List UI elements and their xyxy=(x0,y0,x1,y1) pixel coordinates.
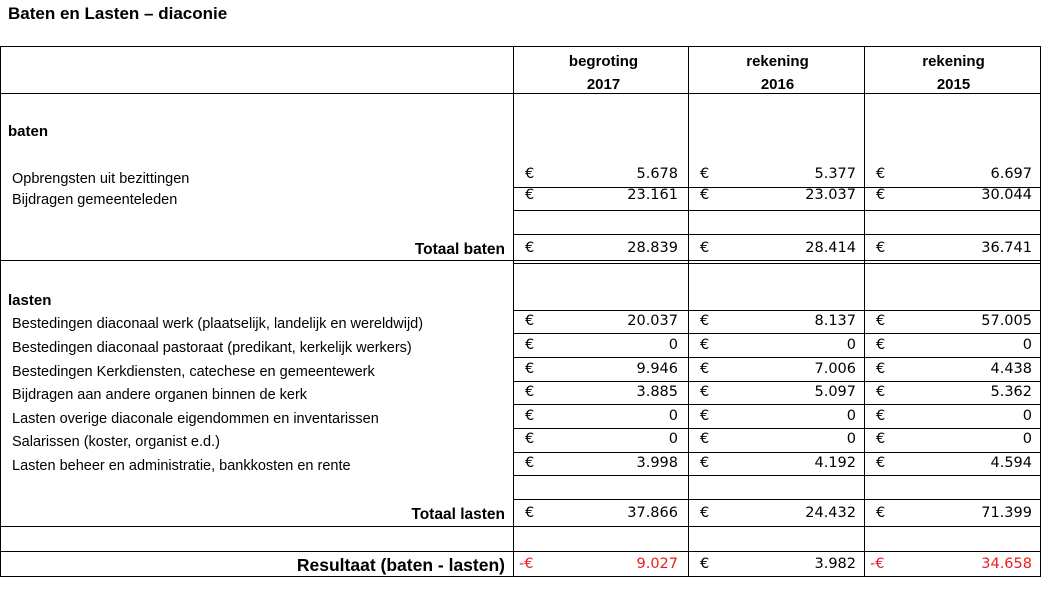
amount-value: 34.658 xyxy=(981,556,1032,572)
currency-symbol: € xyxy=(525,455,535,471)
currency-symbol: € xyxy=(525,187,535,203)
currency-symbol: € xyxy=(700,408,710,424)
currency-symbol: € xyxy=(525,313,535,329)
amount-value: 23.161 xyxy=(627,187,678,203)
column-header-line2: 2017 xyxy=(586,76,621,93)
currency-symbol: -€ xyxy=(870,556,885,572)
currency-symbol: € xyxy=(876,384,886,400)
column-header-rekening-2015 xyxy=(866,54,1041,92)
amount-value: 5.097 xyxy=(814,384,856,400)
currency-symbol: € xyxy=(700,384,710,400)
currency-symbol: € xyxy=(525,431,535,447)
column-header-line1: rekening xyxy=(922,53,985,70)
amount-value: 30.044 xyxy=(981,187,1032,203)
currency-symbol: € xyxy=(876,505,886,521)
section-heading-lasten: lasten xyxy=(8,292,52,309)
amount-value: 4.594 xyxy=(990,455,1032,471)
amount-value: 9.946 xyxy=(636,361,678,377)
currency-symbol: € xyxy=(700,187,710,203)
currency-symbol: € xyxy=(700,240,710,256)
amount-value: 0 xyxy=(1022,408,1032,424)
currency-symbol: € xyxy=(525,361,535,377)
row-label: Bijdragen aan andere organen binnen de kerk xyxy=(12,387,308,403)
currency-symbol: € xyxy=(700,166,710,182)
amount-value: 0 xyxy=(1022,337,1032,353)
currency-symbol: € xyxy=(700,455,710,471)
amount-value: 5.362 xyxy=(990,384,1032,400)
currency-symbol: € xyxy=(700,431,710,447)
currency-symbol: € xyxy=(876,455,886,471)
currency-symbol: € xyxy=(876,313,886,329)
row-label: Lasten beheer en administratie, bankkosten en rente xyxy=(12,458,351,474)
amount-value: 23.037 xyxy=(805,187,856,203)
amount-value: 71.399 xyxy=(981,505,1032,521)
currency-symbol: € xyxy=(876,187,886,203)
currency-symbol: € xyxy=(876,166,886,182)
amount-value: 5.678 xyxy=(636,166,678,182)
amount-value: 4.192 xyxy=(814,455,856,471)
row-label: Bestedingen diaconaal werk (plaatselijk, landelijk en wereldwijd) xyxy=(12,316,424,332)
section-heading-baten: baten xyxy=(8,123,49,140)
currency-symbol: € xyxy=(876,240,886,256)
currency-symbol: € xyxy=(525,505,535,521)
total-label-lasten: Totaal lasten xyxy=(411,506,505,523)
amount-value: 0 xyxy=(668,431,678,447)
currency-symbol: € xyxy=(700,313,710,329)
row-label: Bijdragen gemeenteleden xyxy=(12,192,178,208)
currency-symbol: € xyxy=(525,240,535,256)
row-label: Salarissen (koster, organist e.d.) xyxy=(12,434,220,450)
currency-symbol: € xyxy=(700,337,710,353)
amount-value: 0 xyxy=(1022,431,1032,447)
currency-symbol: € xyxy=(525,408,535,424)
column-header-line2: 2016 xyxy=(760,76,795,93)
currency-symbol: € xyxy=(876,361,886,377)
amount-value: 3.982 xyxy=(814,556,856,572)
column-header-line1: rekening xyxy=(746,53,809,70)
currency-symbol: € xyxy=(876,431,886,447)
currency-symbol: € xyxy=(525,166,535,182)
currency-symbol: € xyxy=(525,384,535,400)
result-label: Resultaat (baten - lasten) xyxy=(296,555,505,575)
column-header-rekening-2016 xyxy=(690,54,865,92)
currency-symbol: -€ xyxy=(519,556,534,572)
amount-value: 7.006 xyxy=(814,361,856,377)
amount-value: 3.885 xyxy=(636,384,678,400)
amount-value: 24.432 xyxy=(805,505,856,521)
currency-symbol: € xyxy=(700,505,710,521)
currency-symbol: € xyxy=(700,556,710,572)
column-header-begroting-2017 xyxy=(516,54,691,92)
amount-value: 36.741 xyxy=(981,240,1032,256)
amount-value: 6.697 xyxy=(990,166,1032,182)
amount-value: 5.377 xyxy=(814,166,856,182)
amount-value: 20.037 xyxy=(627,313,678,329)
total-label-baten: Totaal baten xyxy=(414,241,505,258)
amount-value: 4.438 xyxy=(990,361,1032,377)
column-header-line2: 2015 xyxy=(936,76,971,93)
row-label: Opbrengsten uit bezittingen xyxy=(12,171,190,187)
amount-value: 3.998 xyxy=(636,455,678,471)
amount-value: 0 xyxy=(846,408,856,424)
page-title: Baten en Lasten – diaconie xyxy=(8,4,228,23)
row-label: Bestedingen Kerkdiensten, catechese en gemeentewerk xyxy=(12,364,375,380)
currency-symbol: € xyxy=(525,337,535,353)
amount-value: 9.027 xyxy=(636,556,678,572)
row-label: Lasten overige diaconale eigendommen en inventarissen xyxy=(12,411,379,427)
amount-value: 57.005 xyxy=(981,313,1032,329)
amount-value: 0 xyxy=(846,431,856,447)
amount-value: 0 xyxy=(846,337,856,353)
currency-symbol: € xyxy=(876,408,886,424)
column-header-line1: begroting xyxy=(568,53,639,70)
currency-symbol: € xyxy=(700,361,710,377)
amount-value: 0 xyxy=(668,408,678,424)
amount-value: 8.137 xyxy=(814,313,856,329)
row-label: Bestedingen diaconaal pastoraat (predikant, kerkelijk werkers) xyxy=(12,340,412,356)
amount-value: 37.866 xyxy=(627,505,678,521)
amount-value: 28.839 xyxy=(627,240,678,256)
amount-value: 28.414 xyxy=(805,240,856,256)
currency-symbol: € xyxy=(876,337,886,353)
amount-value: 0 xyxy=(668,337,678,353)
